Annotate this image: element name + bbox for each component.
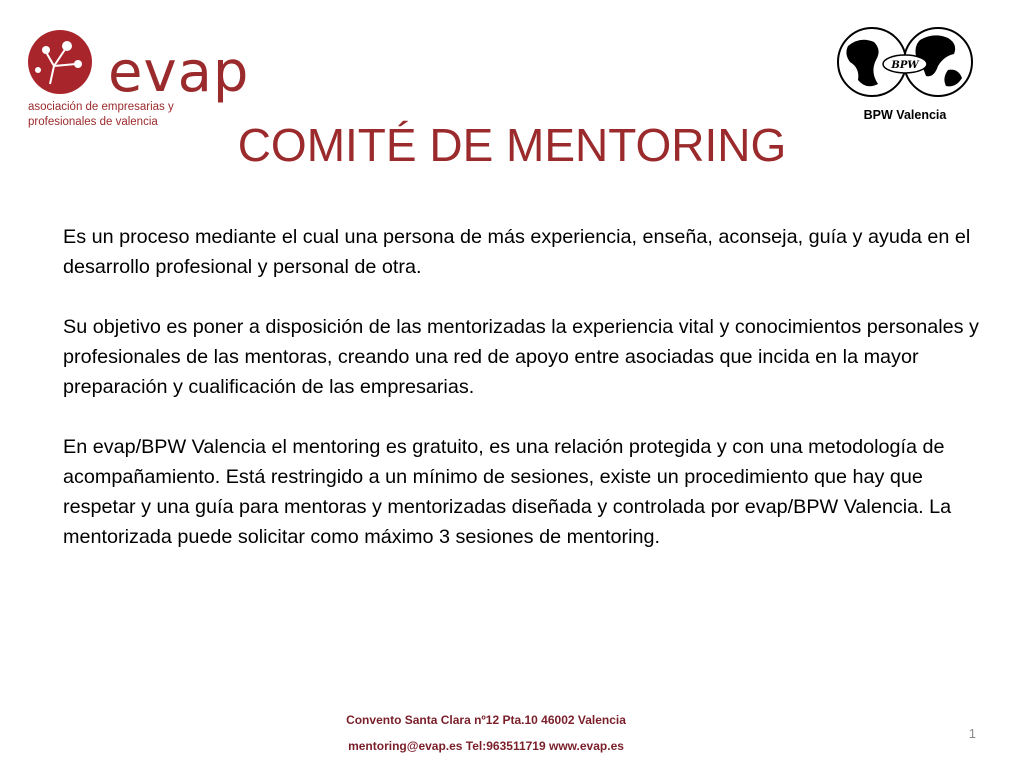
- page-number: 1: [968, 726, 976, 741]
- bpw-logo: [830, 26, 980, 130]
- evap-wordmark: evap: [108, 40, 250, 105]
- page-title: COMITÉ DE MENTORING: [237, 119, 787, 171]
- footer-address: Convento Santa Clara nº12 Pta.10 46002 Valencia: [346, 713, 626, 727]
- evap-subtitle-line1: asociación de empresarias y: [28, 101, 174, 113]
- bpw-mark: BPW: [891, 60, 919, 71]
- paragraph-conditions: En evap/BPW Valencia el mentoring es gratuito, es una relación protegida y con una metodología de acompañamiento. Está restringido a un mínimo de sesiones, existe un procedimiento que hay que respetar y una guía para mentoras y mentorizadas diseñada y controlada por evap/BPW Valencia. La mentorizada puede solicitar como máximo 3 sesiones de mentoring.: [63, 436, 952, 548]
- paragraph-definition: Es un proceso mediante el cual una persona de más experiencia, enseña, aconseja, guía y ayuda en el desarrollo profesional y personal de otra.: [63, 226, 971, 278]
- paragraph-objective: Su objetivo es poner a disposición de las mentorizadas la experiencia vital y conocimientos personales y profesionales de las mentoras, creando una red de apoyo entre asociadas que incida en la mayor preparación y cualificación de las empresarias.: [63, 316, 979, 398]
- evap-subtitle-line2: profesionales de valencia: [28, 116, 158, 128]
- slide-body: [63, 222, 983, 582]
- footer-contact: mentoring@evap.es Tel:963511719 www.evap.es: [348, 739, 624, 753]
- evap-flower-icon: [24, 26, 104, 96]
- bpw-globes-icon: [830, 26, 980, 102]
- bpw-caption: BPW Valencia: [863, 108, 947, 122]
